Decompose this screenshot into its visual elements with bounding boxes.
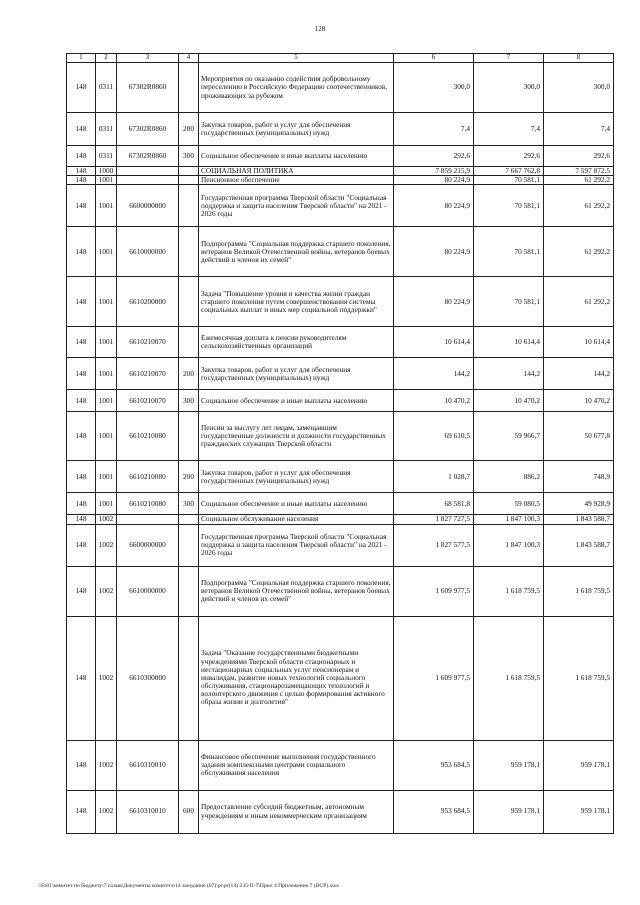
cell-section: 1001 — [96, 227, 117, 277]
cell-name: Государственная программа Тверской области "Социальная поддержка и защита населения Тверской области" на 2021 - 2026 годы — [199, 185, 394, 227]
budget-table — [66, 53, 614, 834]
cell-ministry: 148 — [67, 327, 96, 358]
cell-section: 1001 — [96, 176, 117, 185]
cell-amount-year3: 7,4 — [544, 113, 614, 146]
cell-name: Пенсии за выслугу лет лицам, замещавшим государственные должности и должности государственных гражданских служащих Тверской области — [199, 412, 394, 461]
header-cell: 5 — [199, 54, 394, 63]
cell-section: 1002 — [96, 524, 117, 566]
cell-ministry: 148 — [67, 790, 96, 833]
cell-section: 1001 — [96, 461, 117, 493]
cell-amount-year1: 1 609 977,5 — [394, 566, 474, 616]
header-cell: 3 — [117, 54, 179, 63]
cell-amount-year1: 292,6 — [394, 146, 474, 167]
cell-amount-year1: 68 581,8 — [394, 493, 474, 515]
cell-target-code: 6610210080 — [117, 412, 179, 461]
cell-amount-year2: 70 581,1 — [474, 277, 544, 327]
table-row — [67, 227, 614, 277]
cell-name: Государственная программа Тверской области "Социальная поддержка и защита населения Тверской области" на 2021 - 2026 годы — [199, 524, 394, 566]
cell-amount-year1: 953 684,5 — [394, 790, 474, 833]
cell-amount-year3: 1 618 759,5 — [544, 566, 614, 616]
cell-expense-type — [179, 185, 199, 227]
table-row — [67, 327, 614, 358]
cell-expense-type — [179, 740, 199, 790]
cell-target-code: 6600000000 — [117, 185, 179, 227]
cell-ministry: 148 — [67, 146, 96, 167]
cell-name: Социальное обеспечение и иные выплаты населению — [199, 390, 394, 412]
cell-expense-type — [179, 616, 199, 740]
cell-expense-type — [179, 277, 199, 327]
cell-name: Закупка товаров, работ и услуг для обеспечения государственных (муниципальных) нужд — [199, 358, 394, 390]
header-cell: 8 — [544, 54, 614, 63]
cell-amount-year3: 50 677,8 — [544, 412, 614, 461]
cell-amount-year2: 959 178,1 — [474, 790, 544, 833]
cell-ministry: 148 — [67, 524, 96, 566]
table-row — [67, 358, 614, 390]
table-row — [67, 146, 614, 167]
cell-amount-year2: 1 618 759,5 — [474, 566, 544, 616]
table-row — [67, 566, 614, 616]
table-row — [67, 461, 614, 493]
cell-name: Предоставление субсидий бюджетным, автономным учреждениям и иным некоммерческим организациям — [199, 790, 394, 833]
cell-target-code: 67302R0860 — [117, 146, 179, 167]
cell-target-code: 6610000000 — [117, 227, 179, 277]
table-body — [67, 54, 614, 834]
cell-amount-year1: 144,2 — [394, 358, 474, 390]
cell-name: Социальное обеспечение и иные выплаты населению — [199, 493, 394, 515]
cell-target-code: 6610210070 — [117, 327, 179, 358]
cell-name: Закупка товаров, работ и услуг для обеспечения государственных (муниципальных) нужд — [199, 461, 394, 493]
cell-ministry: 148 — [67, 113, 96, 146]
cell-amount-year3: 959 178,1 — [544, 740, 614, 790]
cell-expense-type: 200 — [179, 358, 199, 390]
cell-name: Подпрограмма "Социальная поддержка старшего поколения, ветеранов Великой Отечественной войны, ветеранов боевых действий и членов их семей" — [199, 227, 394, 277]
cell-amount-year1: 10 614,4 — [394, 327, 474, 358]
cell-amount-year3: 61 292,2 — [544, 176, 614, 185]
cell-expense-type — [179, 176, 199, 185]
cell-amount-year3: 7 597 872,5 — [544, 167, 614, 176]
cell-target-code: 6610210070 — [117, 358, 179, 390]
cell-amount-year1: 1 827 727,5 — [394, 515, 474, 524]
cell-ministry: 148 — [67, 515, 96, 524]
cell-target-code: 6610000000 — [117, 566, 179, 616]
cell-expense-type: 300 — [179, 493, 199, 515]
cell-amount-year1: 953 684,5 — [394, 740, 474, 790]
cell-name: Подпрограмма "Социальная поддержка старшего поколения, ветеранов Великой Отечественной войны, ветеранов боевых действий и членов их семей" — [199, 566, 394, 616]
cell-ministry: 148 — [67, 493, 96, 515]
cell-target-code: 6610210080 — [117, 493, 179, 515]
cell-target-code: 6610300000 — [117, 616, 179, 740]
cell-amount-year2: 1 847 100,3 — [474, 515, 544, 524]
cell-amount-year3: 292,6 — [544, 146, 614, 167]
cell-target-code: 6610210080 — [117, 461, 179, 493]
cell-expense-type — [179, 412, 199, 461]
cell-name: Социальное обслуживание населения — [199, 515, 394, 524]
cell-amount-year2: 10 470,2 — [474, 390, 544, 412]
cell-amount-year2: 1 847 100,3 — [474, 524, 544, 566]
cell-amount-year1: 7 859 215,9 — [394, 167, 474, 176]
cell-ministry: 148 — [67, 390, 96, 412]
header-cell: 2 — [96, 54, 117, 63]
cell-section: 1001 — [96, 185, 117, 227]
cell-section: 1001 — [96, 327, 117, 358]
cell-target-code: 6610310010 — [117, 740, 179, 790]
header-cell: 6 — [394, 54, 474, 63]
table-row — [67, 390, 614, 412]
cell-amount-year2: 70 581,1 — [474, 176, 544, 185]
table-row — [67, 63, 614, 113]
cell-amount-year3: 61 292,2 — [544, 277, 614, 327]
cell-amount-year1: 1 028,7 — [394, 461, 474, 493]
cell-amount-year2: 7,4 — [474, 113, 544, 146]
cell-target-code — [117, 167, 179, 176]
cell-section: 1001 — [96, 493, 117, 515]
cell-section: 1001 — [96, 390, 117, 412]
cell-name: СОЦИАЛЬНАЯ ПОЛИТИКА — [199, 167, 394, 176]
cell-expense-type — [179, 515, 199, 524]
cell-amount-year1: 1 827 577,5 — [394, 524, 474, 566]
cell-amount-year1: 300,0 — [394, 63, 474, 113]
cell-expense-type — [179, 167, 199, 176]
cell-expense-type — [179, 63, 199, 113]
cell-section: 1002 — [96, 616, 117, 740]
cell-target-code — [117, 515, 179, 524]
cell-amount-year1: 80 224,9 — [394, 227, 474, 277]
cell-ministry: 148 — [67, 461, 96, 493]
cell-section: 1002 — [96, 740, 117, 790]
cell-amount-year2: 1 618 759,5 — [474, 616, 544, 740]
header-cell: 7 — [474, 54, 544, 63]
cell-target-code: 6610310010 — [117, 790, 179, 833]
page-number: 128 — [314, 25, 326, 33]
cell-amount-year1: 80 224,9 — [394, 185, 474, 227]
cell-amount-year2: 886,2 — [474, 461, 544, 493]
cell-ministry: 148 — [67, 227, 96, 277]
cell-ministry: 148 — [67, 616, 96, 740]
cell-section: 1002 — [96, 790, 117, 833]
cell-amount-year2: 10 614,4 — [474, 327, 544, 358]
cell-target-code: 67302R0860 — [117, 113, 179, 146]
cell-target-code: 67302R0860 — [117, 63, 179, 113]
cell-name: Финансовое обеспечение выполнения государственного задания комплексными центрами социального обслуживания населения — [199, 740, 394, 790]
cell-amount-year3: 1 843 588,7 — [544, 524, 614, 566]
cell-amount-year2: 292,6 — [474, 146, 544, 167]
cell-section: 0311 — [96, 113, 117, 146]
cell-amount-year2: 59 966,7 — [474, 412, 544, 461]
cell-expense-type — [179, 227, 199, 277]
cell-amount-year3: 10 614,4 — [544, 327, 614, 358]
cell-ministry: 148 — [67, 358, 96, 390]
cell-amount-year2: 959 178,1 — [474, 740, 544, 790]
cell-target-code: 6600000000 — [117, 524, 179, 566]
cell-section: 1001 — [96, 412, 117, 461]
cell-name: Задача "Оказание государственными бюджетными учреждениями Тверской области стационарных и нестационарных социальных услуг пенсионерам и инвалидам, развитие новых технологий социального обслуживания, стационарозамещающих технологий и волонтерского движения с целью формирования активного образа жизни и долголетия" — [199, 616, 394, 740]
cell-section: 1001 — [96, 358, 117, 390]
cell-amount-year3: 1 843 588,7 — [544, 515, 614, 524]
cell-name: Задача "Повышение уровня и качества жизни граждан старшего поколения путем совершенствования системы социальных выплат и иных мер социальной поддержки" — [199, 277, 394, 327]
cell-amount-year3: 49 928,9 — [544, 493, 614, 515]
cell-expense-type — [179, 524, 199, 566]
cell-name: Пенсионное обеспечение — [199, 176, 394, 185]
cell-expense-type: 200 — [179, 461, 199, 493]
cell-amount-year2: 7 667 762,8 — [474, 167, 544, 176]
header-cell: 4 — [179, 54, 199, 63]
table-row — [67, 185, 614, 227]
cell-section: 1002 — [96, 566, 117, 616]
cell-amount-year2: 300,0 — [474, 63, 544, 113]
cell-expense-type: 300 — [179, 390, 199, 412]
table-row — [67, 790, 614, 833]
cell-name: Закупка товаров, работ и услуг для обеспечения государственных (муниципальных) нужд — [199, 113, 394, 146]
table-row — [67, 277, 614, 327]
cell-section: 0311 — [96, 63, 117, 113]
table-row — [67, 176, 614, 185]
cell-ministry: 148 — [67, 176, 96, 185]
cell-amount-year3: 1 618 759,5 — [544, 616, 614, 740]
cell-amount-year3: 61 292,2 — [544, 185, 614, 227]
cell-amount-year3: 61 292,2 — [544, 227, 614, 277]
cell-ministry: 148 — [67, 740, 96, 790]
cell-amount-year3: 10 470,2 — [544, 390, 614, 412]
table-row — [67, 515, 614, 524]
cell-amount-year2: 144,2 — [474, 358, 544, 390]
table-row — [67, 493, 614, 515]
cell-section: 1001 — [96, 277, 117, 327]
cell-ministry: 148 — [67, 185, 96, 227]
cell-section: 1002 — [96, 515, 117, 524]
table-row — [67, 412, 614, 461]
file-path-footer: \\Fs01\комитет по бюджету\7 созыв\Документы комитета\14 заседание (07)\pr\pr(14) 235-П-7\Прил 4 Приложение 7 (ВСР).xlsx — [38, 883, 339, 889]
cell-amount-year2: 59 080,5 — [474, 493, 544, 515]
cell-amount-year3: 748,9 — [544, 461, 614, 493]
cell-ministry: 148 — [67, 566, 96, 616]
cell-expense-type: 600 — [179, 790, 199, 833]
cell-section: 1000 — [96, 167, 117, 176]
cell-amount-year3: 144,2 — [544, 358, 614, 390]
cell-amount-year2: 70 581,1 — [474, 185, 544, 227]
header-row — [67, 54, 614, 63]
cell-expense-type: 300 — [179, 146, 199, 167]
cell-amount-year1: 7,4 — [394, 113, 474, 146]
table-row — [67, 524, 614, 566]
cell-section: 0311 — [96, 146, 117, 167]
cell-amount-year1: 80 224,9 — [394, 277, 474, 327]
cell-amount-year1: 10 470,2 — [394, 390, 474, 412]
cell-amount-year1: 1 609 977,5 — [394, 616, 474, 740]
cell-amount-year3: 959 178,1 — [544, 790, 614, 833]
cell-target-code: 6610210070 — [117, 390, 179, 412]
table-row — [67, 616, 614, 740]
cell-ministry: 148 — [67, 277, 96, 327]
cell-amount-year2: 70 581,1 — [474, 227, 544, 277]
header-cell: 1 — [67, 54, 96, 63]
cell-name: Мероприятия по оказанию содействия добровольному переселению в Российскую Федерацию соотечественников, проживающих за рубежом — [199, 63, 394, 113]
table-row — [67, 113, 614, 146]
cell-ministry: 148 — [67, 412, 96, 461]
cell-ministry: 148 — [67, 63, 96, 113]
cell-amount-year1: 80 224,9 — [394, 176, 474, 185]
cell-target-code — [117, 176, 179, 185]
table-row — [67, 740, 614, 790]
cell-ministry: 148 — [67, 167, 96, 176]
cell-amount-year3: 300,0 — [544, 63, 614, 113]
cell-amount-year1: 69 610,5 — [394, 412, 474, 461]
cell-name: Ежемесячная доплата к пенсии руководителям сельскохозяйственных организаций — [199, 327, 394, 358]
cell-target-code: 6610200000 — [117, 277, 179, 327]
cell-expense-type — [179, 566, 199, 616]
cell-expense-type — [179, 327, 199, 358]
cell-name: Социальное обеспечение и иные выплаты населению — [199, 146, 394, 167]
cell-expense-type: 200 — [179, 113, 199, 146]
